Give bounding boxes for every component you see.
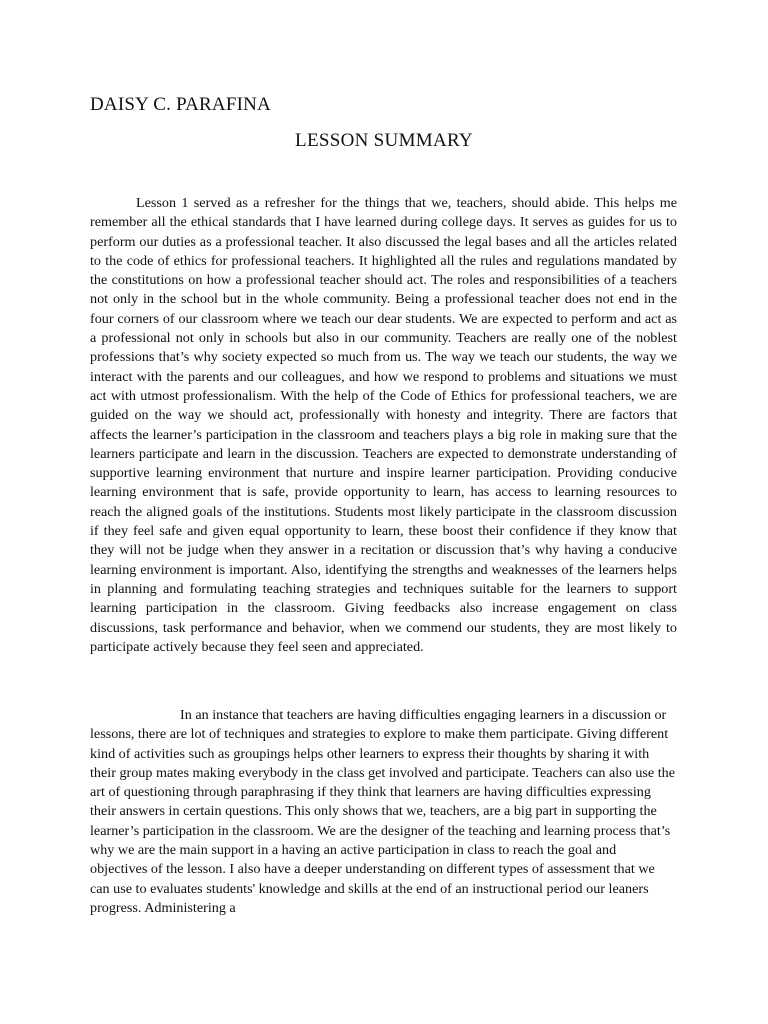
page-title: LESSON SUMMARY [295, 130, 473, 151]
body-paragraph-2: In an instance that teachers are having difficulties engaging learners in a discussion or lessons, there are lot of techniques and strategies to explore to make them participate. Giving different kind of activities such as groupings helps other learners to express their thoughts by sharing it with their group mates making everybody in the class get involved and participate. Teachers can also use the art of questioning through paraphrasing if they think that learners are having difficulties expressing their answers in certain questions. This only shows that we, teachers, are a big part in supporting the learner’s participation in the classroom. We are the designer of the teaching and learning process that’s why we are the main support in a having an active participation in class to reach the goal and objectives of the lesson. I also have a deeper understanding on different types of assessment that we can use to evaluates students' knowledge and skills at the end of an instructional period our leaners progress. Administering a [90, 707, 675, 916]
body-paragraph-1: Lesson 1 served as a refresher for the things that we, teachers, should abide. This helps me remember all the ethical standards that I have learned during college days. It serves as guides for us to perform our duties as a professional teacher. It also discussed the legal bases and all the articles related to the code of ethics for professional teachers. It highlighted all the rules and regulations mandated by the constitutions on how a professional teacher should act. The roles and responsibilities of a teachers not only in the school but in the whole community. Being a professional teacher does not end in the four corners of our classroom where we teach our dear students. We are expected to perform and act as a professional not only in schools but also in our community. Teachers are really one of the noblest professions that’s why society expected so much from us. The way we teach our students, the way we interact with the parents and our colleagues, and how we respond to problems and situations we must act with utmost professionalism. With the help of the Code of Ethics for professional teachers, we are guided on the way we should act, professionally with honesty and integrity. There are factors that affects the learner’s participation in the classroom and teachers plays a big role in making sure that the learners participate and learn in the discussion. Teachers are expected to demonstrate understanding of supportive learning environment that nurture and inspire learner participation. Providing conducive learning environment that is safe, provide opportunity to learn, has access to learning resources to reach the aligned goals of the institutions. Students most likely participate in the classroom discussion if they feel safe and given equal opportunity to learn, these boost their confidence if they know that they will not be judge when they answer in a recitation or discussion that’s why having a conducive learning environment is important. Also, identifying the strengths and weaknesses of the learners helps in planning and formulating teaching strategies and techniques suitable for the learners to support learning participation in the classroom. Giving feedbacks also increase engagement on class discussions, task performance and behavior, when we commend our students, they are most likely to participate actively because they feel seen and appreciated. [90, 195, 677, 655]
author-name: DAISY C. PARAFINA [90, 94, 271, 115]
